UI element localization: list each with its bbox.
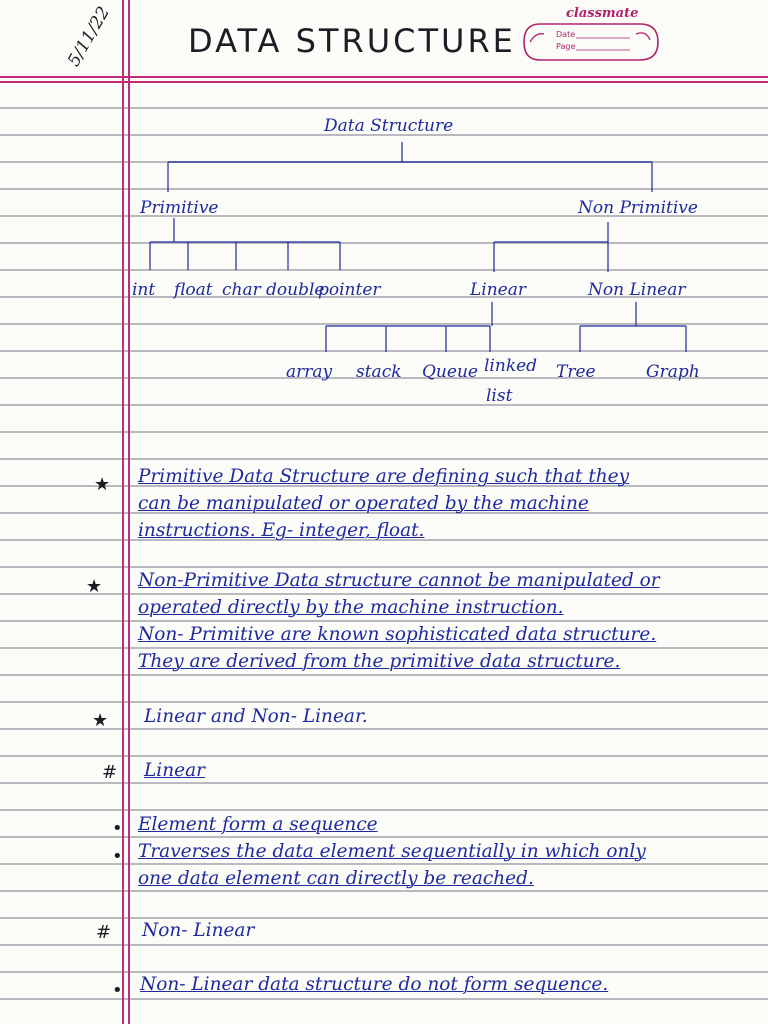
- diagram-array: array: [286, 362, 333, 382]
- bullet-marker: •: [112, 818, 123, 839]
- bullet-marker: •: [112, 980, 123, 1001]
- diagram-primitive: Primitive: [140, 198, 219, 218]
- note-line: operated directly by the machine instruction.: [138, 597, 564, 618]
- hash-marker: #: [96, 922, 112, 943]
- logo-brand: classmate: [566, 6, 639, 21]
- diagram-pointer: pointer: [318, 280, 381, 300]
- star-marker: ★: [92, 710, 109, 731]
- page-title: DATA STRUCTURE: [188, 22, 516, 60]
- section-heading-linear: Linear: [144, 760, 205, 781]
- logo-date-label: Date: [556, 30, 576, 39]
- note-line: Non-Primitive Data structure cannot be manipulated or: [138, 570, 660, 591]
- note-line: Primitive Data Structure are defining such that they: [138, 466, 630, 487]
- diagram-non-primitive: Non Primitive: [578, 198, 698, 218]
- diagram-double: double: [266, 280, 325, 300]
- diagram-graph: Graph: [646, 362, 700, 382]
- logo-page-label: Page: [556, 42, 576, 51]
- note-line: can be manipulated or operated by the machine: [138, 493, 589, 514]
- note-line: Traverses the data element sequentially in which only: [138, 841, 646, 862]
- page-date: 5/11/22: [64, 3, 115, 70]
- note-line: Linear and Non- Linear.: [144, 706, 368, 727]
- bullet-marker: •: [112, 846, 123, 867]
- diagram-float: float: [174, 280, 213, 300]
- hash-marker: #: [102, 762, 118, 783]
- note-line: They are derived from the primitive data structure.: [138, 651, 621, 672]
- diagram-stack: stack: [356, 362, 402, 382]
- diagram-int: int: [132, 280, 156, 300]
- diagram-tree: Tree: [556, 362, 596, 382]
- note-line: Non- Primitive are known sophisticated data structure.: [138, 624, 657, 645]
- diagram-non-linear: Non Linear: [588, 280, 686, 300]
- diagram-root: Data Structure: [324, 116, 454, 136]
- diagram-queue: Queue: [422, 362, 478, 382]
- star-marker: ★: [86, 576, 103, 597]
- diagram-list: list: [486, 386, 513, 406]
- section-heading-non-linear: Non- Linear: [142, 920, 255, 941]
- note-line: Element form a sequence: [138, 814, 378, 835]
- note-line: instructions. Eg- integer, float.: [138, 520, 425, 541]
- diagram-linked: linked: [484, 356, 538, 376]
- diagram-char: char: [222, 280, 261, 300]
- note-line: one data element can directly be reached.: [138, 868, 534, 889]
- diagram-linear: Linear: [470, 280, 526, 300]
- note-line: Non- Linear data structure do not form sequence.: [140, 974, 609, 995]
- star-marker: ★: [94, 474, 111, 495]
